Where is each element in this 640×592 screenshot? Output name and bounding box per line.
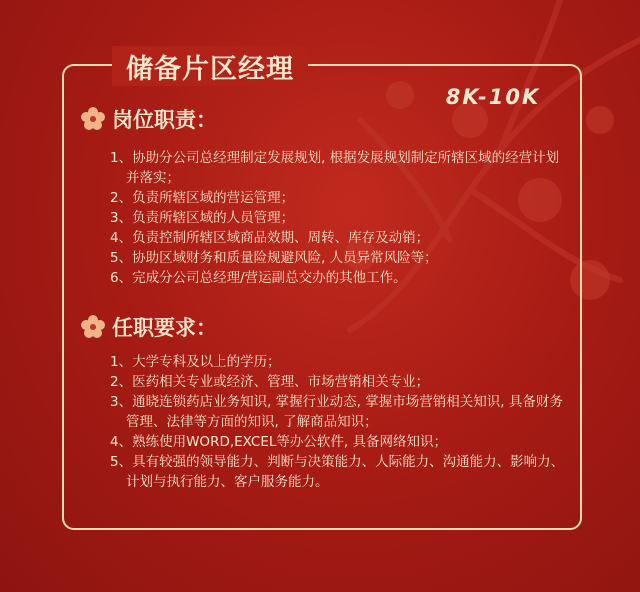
duties-list [110,148,570,288]
list-item: 2、医药相关专业或经济、管理、市场营销相关专业； [110,374,430,390]
list-item: 6、完成分公司总经理/营运副总交办的其他工作。 [110,270,407,286]
plum-blossom-icon [80,106,106,132]
list-item: 1、协助分公司总经理制定发展规划, 根据发展规划制定所辖区域的经营计划并落实； [110,150,560,186]
list-item: 5、协助区域财务和质量险规避风险, 人员异常风险等； [110,250,438,266]
list-item: 5、具有较强的领导能力、判断与决策能力、人际能力、沟通能力、影响力、计划与执行能力、客户服务能力。 [110,454,565,490]
requirements-list [110,352,570,492]
requirements-heading [80,312,217,342]
list-item: 1、大学专科及以上的学历； [110,354,281,370]
salary-range: 8K-10K [445,85,541,109]
list-item: 2、负责所辖区域的营运管理； [110,190,295,206]
plum-blossom-icon [80,314,106,340]
list-item: 4、负责控制所辖区域商品效期、周转、库存及动销； [110,230,430,246]
list-item: 4、熟练使用WORD,EXCEL等办公软件, 具备网络知识； [110,434,447,450]
requirements-heading-label: 任职要求： [112,315,217,340]
list-item: 3、负责所辖区域的人员管理； [110,210,295,226]
duties-heading-label: 岗位职责： [112,107,217,132]
duties-heading [80,104,217,134]
list-item: 3、通晓连锁药店业务知识, 掌握行业动态, 掌握市场营销相关知识, 具备财务管理、法律等方面的知识, 了解商品知识； [110,394,563,430]
title-banner [112,46,308,86]
page-title: 储备片区经理 [126,53,294,85]
